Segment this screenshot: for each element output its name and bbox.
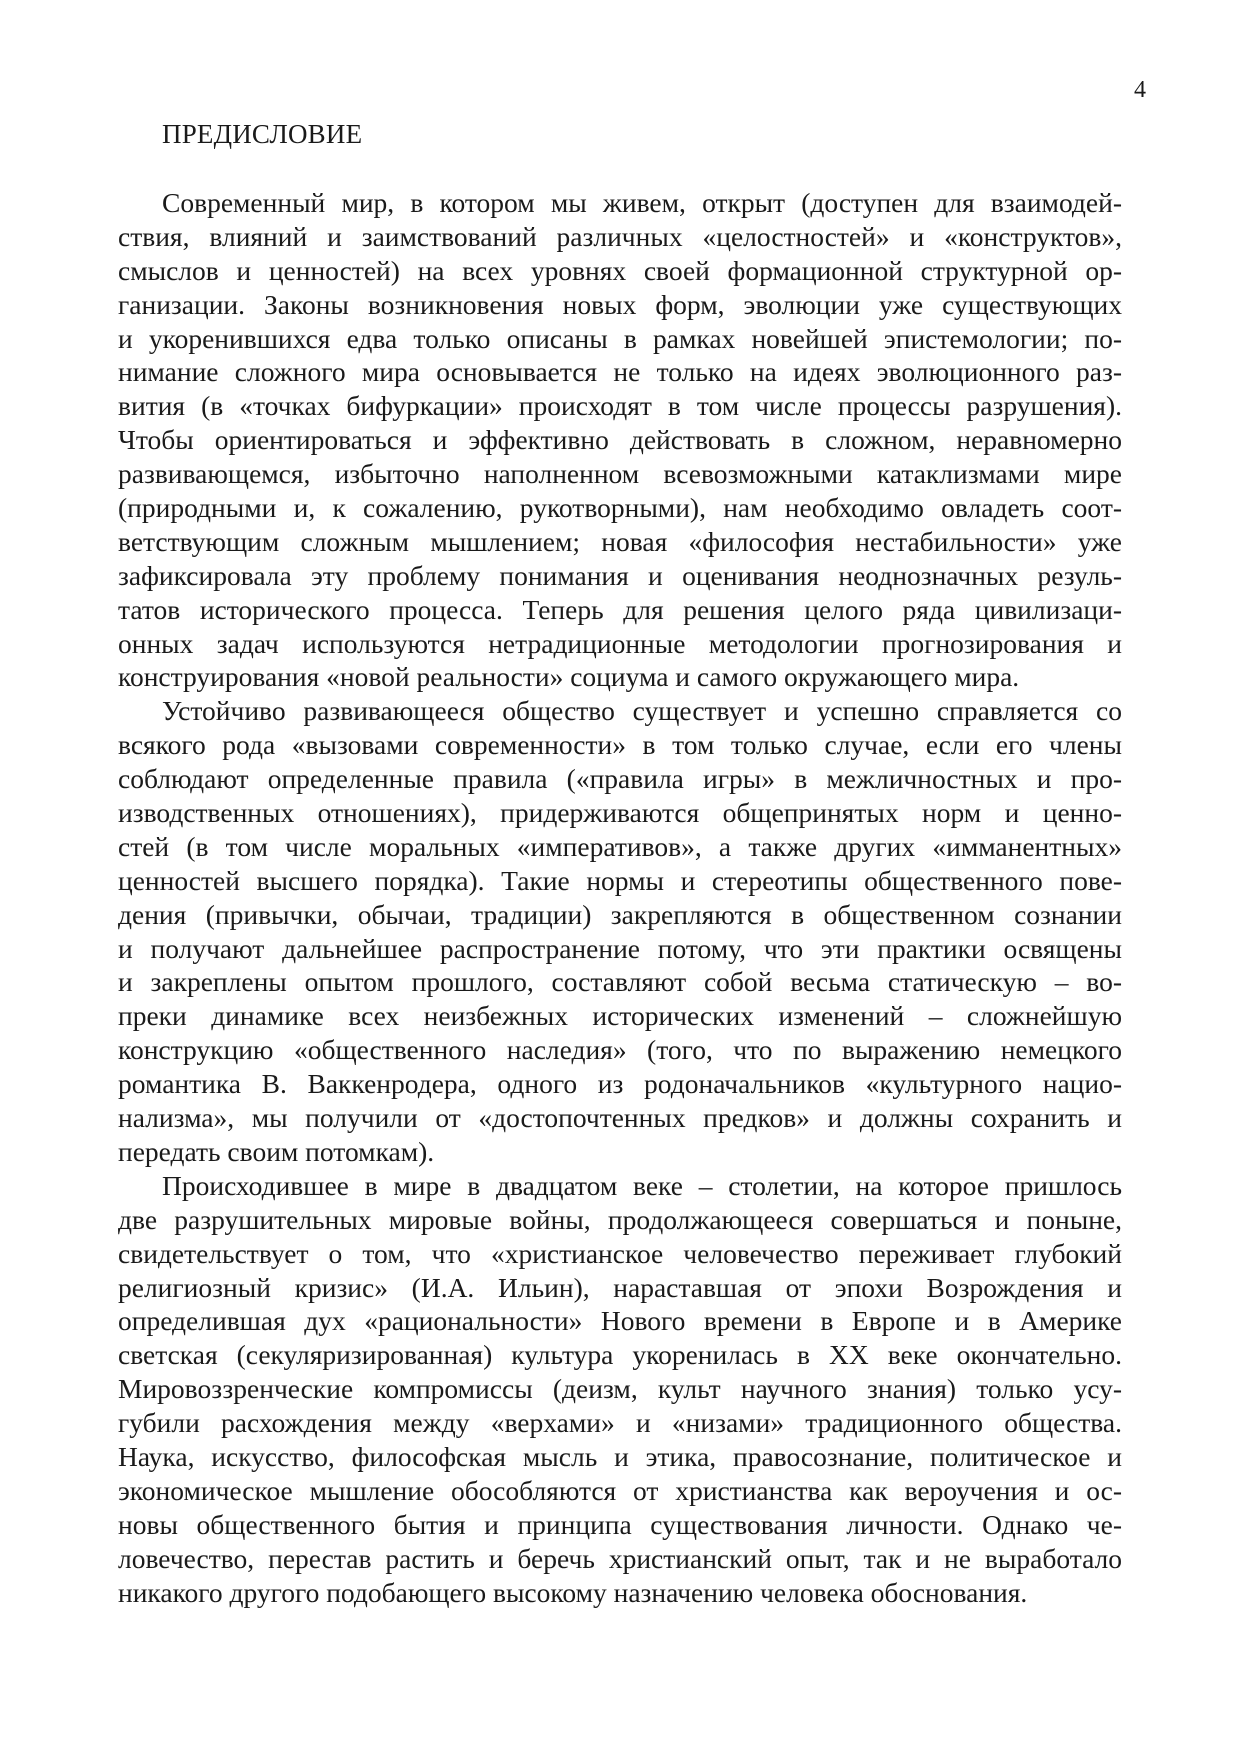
- paragraph: [118, 186, 1122, 694]
- text-line: Происходившее в мире в двадцатом веке – столетии, на которое пришлось: [162, 1169, 1122, 1201]
- text-line: онных задач используются нетрадиционные методологии прогнозирования и: [118, 627, 1122, 659]
- text-line: развивающемся, избыточно наполненном всевозможными катаклизмами мире: [118, 458, 1122, 490]
- text-line: ветствующим сложным мышлением; новая «философия нестабильности» уже: [118, 525, 1122, 557]
- section-heading: ПРЕДИСЛОВИЕ: [162, 119, 363, 149]
- text-line: определившая дух «рациональности» Нового времени в Европе и в Америке: [118, 1305, 1122, 1337]
- body-text: [118, 186, 1122, 1609]
- text-line: смыслов и ценностей) на всех уровнях своей формационной структурной ор-: [118, 254, 1122, 286]
- text-line: (природными и, к сожалению, рукотворными), нам необходимо овладеть соот-: [118, 492, 1122, 524]
- text-line: нализма», мы получили от «достопочтенных предков» и должны сохранить и: [118, 1102, 1122, 1134]
- text-line: светская (секуляризированная) культура укоренилась в ХХ веке окончательно.: [118, 1339, 1122, 1371]
- text-line: ловечество, перестав растить и беречь христианский опыт, так и не выработало: [118, 1542, 1122, 1574]
- text-line: ценностей высшего порядка). Такие нормы и стереотипы общественного пове-: [118, 864, 1122, 896]
- text-line: конструирования «новой реальности» социума и самого окружающего мира.: [118, 661, 1020, 693]
- text-line: губили расхождения между «верхами» и «низами» традиционного общества.: [118, 1407, 1122, 1439]
- text-line: ствия, влияний и заимствований различных «целостностей» и «конструктов»,: [118, 220, 1122, 252]
- text-line: зафиксировала эту проблему понимания и оценивания неоднозначных резуль-: [118, 559, 1122, 591]
- text-line: преки динамике всех неизбежных исторических изменений – сложнейшую: [118, 1000, 1122, 1032]
- text-line: татов исторического процесса. Теперь для решения целого ряда цивилизаци-: [118, 593, 1122, 625]
- text-line: Чтобы ориентироваться и эффективно действовать в сложном, неравномерно: [118, 424, 1122, 456]
- text-line: новы общественного бытия и принципа существования личности. Однако че-: [118, 1508, 1122, 1540]
- text-line: изводственных отношениях), придерживаются общепринятых норм и ценно-: [118, 797, 1122, 829]
- text-line: Устойчиво развивающееся общество существует и успешно справляется со: [162, 695, 1122, 727]
- paragraph: [118, 1169, 1122, 1610]
- text-line: Мировоззренческие компромиссы (деизм, культ научного знания) только усу-: [118, 1373, 1122, 1405]
- text-line: конструкцию «общественного наследия» (того, что по выражению немецкого: [118, 1034, 1122, 1066]
- text-line: экономическое мышление обособляются от христианства как вероучения и ос-: [118, 1474, 1122, 1506]
- page-number: 4: [1134, 77, 1146, 103]
- text-line: стей (в том числе моральных «императивов», а также других «имманентных»: [118, 830, 1122, 862]
- text-line: романтика В. Ваккенродера, одного из родоначальников «культурного нацио-: [118, 1068, 1122, 1100]
- text-line: нимание сложного мира основывается не только на идеях эволюционного раз-: [118, 356, 1122, 388]
- text-line: и закреплены опытом прошлого, составляют собой весьма статическую – во-: [118, 966, 1122, 998]
- text-line: Современный мир, в котором мы живем, открыт (доступен для взаимодей-: [162, 187, 1122, 218]
- text-line: Наука, искусство, философская мысль и этика, правосознание, политическое и: [118, 1440, 1122, 1472]
- text-line: передать своим потомкам).: [118, 1135, 435, 1167]
- text-line: никакого другого подобающего высокому назначению человека обоснования.: [118, 1576, 1028, 1608]
- text-line: вития (в «точках бифуркации» происходят в том числе процессы разрушения).: [118, 390, 1122, 422]
- text-line: свидетельствует о том, что «христианское человечество переживает глубокий: [118, 1237, 1122, 1269]
- paragraph: [118, 694, 1122, 1168]
- text-line: и получают дальнейшее распространение потому, что эти практики освящены: [118, 932, 1122, 964]
- text-line: всякого рода «вызовами современности» в том только случае, если его члены: [118, 729, 1122, 761]
- text-line: религиозный кризис» (И.А. Ильин), нараставшая от эпохи Возрождения и: [118, 1271, 1122, 1303]
- text-line: соблюдают определенные правила («правила игры» в межличностных и про-: [118, 763, 1122, 795]
- text-line: две разрушительных мировые войны, продолжающееся совершаться и поныне,: [118, 1203, 1122, 1235]
- text-line: дения (привычки, обычаи, традиции) закрепляются в общественном сознании: [118, 898, 1122, 930]
- text-line: ганизации. Законы возникновения новых форм, эволюции уже существующих: [118, 288, 1122, 320]
- text-line: и укоренившихся едва только описаны в рамках новейшей эпистемологии; по-: [118, 322, 1122, 354]
